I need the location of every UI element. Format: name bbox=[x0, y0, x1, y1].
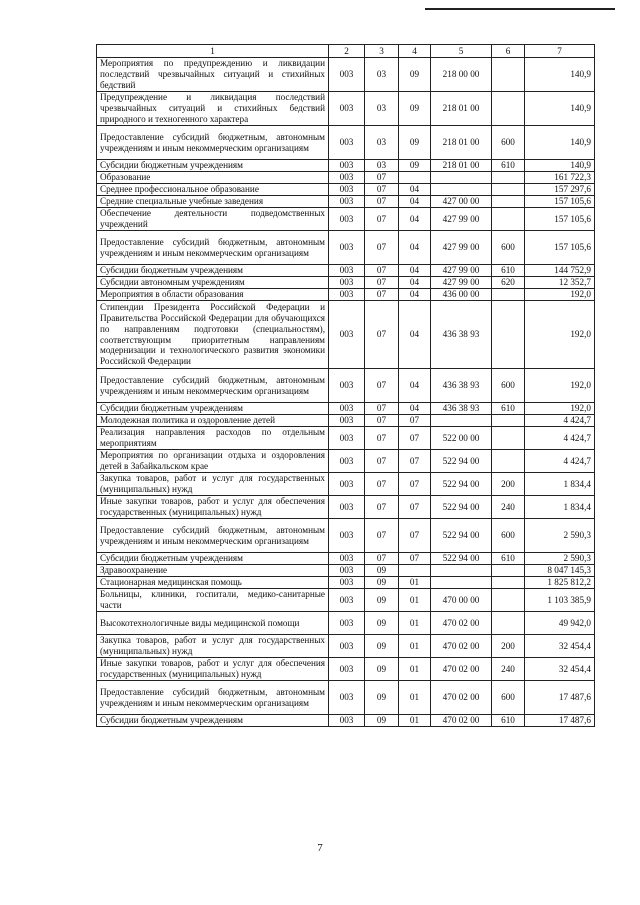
row-name-cell: Субсидии бюджетным учреждениям bbox=[97, 160, 329, 172]
row-target-article-cell: 522 94 00 bbox=[431, 553, 492, 565]
row-target-article-cell: 427 00 00 bbox=[431, 196, 492, 208]
row-subsection-cell: 07 bbox=[399, 415, 431, 427]
header-col-3: 3 bbox=[365, 45, 399, 58]
row-target-article-cell: 218 00 00 bbox=[431, 58, 492, 92]
row-admin-code-cell: 003 bbox=[329, 577, 365, 589]
row-name-cell: Иные закупки товаров, работ и услуг для обеспечения государственных (муниципальных) нужд bbox=[97, 658, 329, 681]
row-section-cell: 07 bbox=[365, 403, 399, 415]
table-row bbox=[97, 172, 595, 184]
row-target-article-cell bbox=[431, 172, 492, 184]
row-subsection-cell bbox=[399, 565, 431, 577]
table-row bbox=[97, 301, 595, 369]
table-row bbox=[97, 589, 595, 612]
row-expense-type-cell bbox=[492, 92, 525, 126]
row-subsection-cell: 01 bbox=[399, 681, 431, 715]
row-amount-cell: 4 424,7 bbox=[525, 427, 595, 450]
table-row bbox=[97, 265, 595, 277]
row-amount-cell: 157 297,6 bbox=[525, 184, 595, 196]
row-target-article-cell: 470 02 00 bbox=[431, 635, 492, 658]
table-row bbox=[97, 565, 595, 577]
table-row bbox=[97, 160, 595, 172]
table-row bbox=[97, 658, 595, 681]
row-amount-cell: 2 590,3 bbox=[525, 553, 595, 565]
top-rule bbox=[425, 8, 615, 10]
row-section-cell: 07 bbox=[365, 184, 399, 196]
row-section-cell: 03 bbox=[365, 160, 399, 172]
row-section-cell: 03 bbox=[365, 126, 399, 160]
table-row bbox=[97, 496, 595, 519]
row-section-cell: 03 bbox=[365, 58, 399, 92]
row-target-article-cell: 218 01 00 bbox=[431, 126, 492, 160]
row-name-cell: Среднее профессиональное образование bbox=[97, 184, 329, 196]
row-admin-code-cell: 003 bbox=[329, 415, 365, 427]
table-row bbox=[97, 277, 595, 289]
row-name-cell: Предоставление субсидий бюджетным, автономным учреждениям и иным некоммерческим организациям bbox=[97, 126, 329, 160]
row-section-cell: 07 bbox=[365, 265, 399, 277]
row-expense-type-cell bbox=[492, 427, 525, 450]
table-row bbox=[97, 450, 595, 473]
table-row bbox=[97, 58, 595, 92]
row-section-cell: 07 bbox=[365, 172, 399, 184]
row-subsection-cell: 07 bbox=[399, 473, 431, 496]
row-target-article-cell: 470 02 00 bbox=[431, 715, 492, 727]
row-expense-type-cell bbox=[492, 450, 525, 473]
row-admin-code-cell: 003 bbox=[329, 126, 365, 160]
header-col-5: 5 bbox=[431, 45, 492, 58]
row-admin-code-cell: 003 bbox=[329, 265, 365, 277]
row-subsection-cell: 04 bbox=[399, 231, 431, 265]
row-target-article-cell: 470 02 00 bbox=[431, 658, 492, 681]
header-col-4: 4 bbox=[399, 45, 431, 58]
table-row bbox=[97, 126, 595, 160]
row-amount-cell: 32 454,4 bbox=[525, 635, 595, 658]
row-name-cell: Закупка товаров, работ и услуг для государственных (муниципальных) нужд bbox=[97, 635, 329, 658]
row-subsection-cell: 04 bbox=[399, 277, 431, 289]
table-row bbox=[97, 473, 595, 496]
row-subsection-cell: 04 bbox=[399, 403, 431, 415]
row-expense-type-cell bbox=[492, 208, 525, 231]
row-admin-code-cell: 003 bbox=[329, 681, 365, 715]
table-row bbox=[97, 184, 595, 196]
row-amount-cell: 140,9 bbox=[525, 160, 595, 172]
table-row bbox=[97, 415, 595, 427]
header-col-6: 6 bbox=[492, 45, 525, 58]
row-subsection-cell: 04 bbox=[399, 301, 431, 369]
row-amount-cell: 192,0 bbox=[525, 369, 595, 403]
row-amount-cell: 144 752,9 bbox=[525, 265, 595, 277]
row-target-article-cell: 522 94 00 bbox=[431, 473, 492, 496]
row-target-article-cell bbox=[431, 577, 492, 589]
table-row bbox=[97, 553, 595, 565]
row-name-cell: Реализация направления расходов по отдельным мероприятиям bbox=[97, 427, 329, 450]
row-section-cell: 07 bbox=[365, 196, 399, 208]
row-section-cell: 07 bbox=[365, 473, 399, 496]
row-expense-type-cell bbox=[492, 196, 525, 208]
row-admin-code-cell: 003 bbox=[329, 289, 365, 301]
row-subsection-cell: 09 bbox=[399, 58, 431, 92]
row-name-cell: Стационарная медицинская помощь bbox=[97, 577, 329, 589]
row-expense-type-cell: 240 bbox=[492, 658, 525, 681]
row-section-cell: 07 bbox=[365, 277, 399, 289]
row-subsection-cell: 07 bbox=[399, 496, 431, 519]
row-name-cell: Предоставление субсидий бюджетным, автономным учреждениям и иным некоммерческим организациям bbox=[97, 681, 329, 715]
row-name-cell: Субсидии бюджетным учреждениям bbox=[97, 715, 329, 727]
table-row bbox=[97, 369, 595, 403]
row-admin-code-cell: 003 bbox=[329, 553, 365, 565]
row-name-cell: Высокотехнологичные виды медицинской помощи bbox=[97, 612, 329, 635]
row-expense-type-cell: 610 bbox=[492, 160, 525, 172]
table-row bbox=[97, 289, 595, 301]
row-subsection-cell: 09 bbox=[399, 92, 431, 126]
row-amount-cell: 192,0 bbox=[525, 289, 595, 301]
row-expense-type-cell: 240 bbox=[492, 496, 525, 519]
row-amount-cell: 1 834,4 bbox=[525, 496, 595, 519]
row-amount-cell: 157 105,6 bbox=[525, 208, 595, 231]
row-section-cell: 07 bbox=[365, 231, 399, 265]
row-name-cell: Мероприятия по организации отдыха и оздоровления детей в Забайкальском крае bbox=[97, 450, 329, 473]
row-expense-type-cell: 620 bbox=[492, 277, 525, 289]
row-section-cell: 09 bbox=[365, 589, 399, 612]
row-name-cell: Предоставление субсидий бюджетным, автономным учреждениям и иным некоммерческим организациям bbox=[97, 231, 329, 265]
row-subsection-cell: 04 bbox=[399, 208, 431, 231]
row-admin-code-cell: 003 bbox=[329, 427, 365, 450]
table-row bbox=[97, 715, 595, 727]
row-admin-code-cell: 003 bbox=[329, 589, 365, 612]
row-admin-code-cell: 003 bbox=[329, 715, 365, 727]
page-number: 7 bbox=[317, 842, 323, 854]
row-target-article-cell: 470 02 00 bbox=[431, 612, 492, 635]
row-amount-cell: 1 825 812,2 bbox=[525, 577, 595, 589]
row-admin-code-cell: 003 bbox=[329, 496, 365, 519]
row-name-cell: Средние специальные учебные заведения bbox=[97, 196, 329, 208]
row-target-article-cell: 436 38 93 bbox=[431, 403, 492, 415]
row-section-cell: 09 bbox=[365, 635, 399, 658]
row-name-cell: Обеспечение деятельности подведомственных учреждений bbox=[97, 208, 329, 231]
row-target-article-cell: 436 00 00 bbox=[431, 289, 492, 301]
row-admin-code-cell: 003 bbox=[329, 184, 365, 196]
row-amount-cell: 1 834,4 bbox=[525, 473, 595, 496]
row-expense-type-cell: 600 bbox=[492, 681, 525, 715]
row-section-cell: 07 bbox=[365, 519, 399, 553]
row-expense-type-cell bbox=[492, 589, 525, 612]
row-admin-code-cell: 003 bbox=[329, 473, 365, 496]
row-target-article-cell bbox=[431, 184, 492, 196]
row-subsection-cell: 04 bbox=[399, 196, 431, 208]
row-target-article-cell: 427 99 00 bbox=[431, 208, 492, 231]
row-amount-cell: 4 424,7 bbox=[525, 450, 595, 473]
row-amount-cell: 2 590,3 bbox=[525, 519, 595, 553]
row-target-article-cell: 470 02 00 bbox=[431, 681, 492, 715]
table-row bbox=[97, 403, 595, 415]
row-target-article-cell: 522 94 00 bbox=[431, 496, 492, 519]
row-target-article-cell: 522 00 00 bbox=[431, 427, 492, 450]
table-row bbox=[97, 196, 595, 208]
row-name-cell: Предоставление субсидий бюджетным, автономным учреждениям и иным некоммерческим организациям bbox=[97, 369, 329, 403]
row-subsection-cell: 01 bbox=[399, 635, 431, 658]
row-section-cell: 07 bbox=[365, 289, 399, 301]
row-admin-code-cell: 003 bbox=[329, 231, 365, 265]
row-admin-code-cell: 003 bbox=[329, 160, 365, 172]
row-expense-type-cell: 200 bbox=[492, 473, 525, 496]
row-subsection-cell: 01 bbox=[399, 715, 431, 727]
table-header-row bbox=[97, 45, 595, 58]
row-subsection-cell: 04 bbox=[399, 289, 431, 301]
row-expense-type-cell bbox=[492, 58, 525, 92]
row-name-cell: Мероприятия в области образования bbox=[97, 289, 329, 301]
row-admin-code-cell: 003 bbox=[329, 612, 365, 635]
row-admin-code-cell: 003 bbox=[329, 369, 365, 403]
row-subsection-cell: 01 bbox=[399, 612, 431, 635]
row-subsection-cell: 04 bbox=[399, 265, 431, 277]
row-expense-type-cell: 610 bbox=[492, 715, 525, 727]
row-name-cell: Стипендии Президента Российской Федерации и Правительства Российской Федерации для обучающихся по направлениям подготовки (специальностям), соответствующим приоритетным направлениям модернизации и технологического развития экономики Российской Федерации bbox=[97, 301, 329, 369]
row-section-cell: 09 bbox=[365, 565, 399, 577]
row-target-article-cell: 436 38 93 bbox=[431, 369, 492, 403]
row-target-article-cell: 427 99 00 bbox=[431, 277, 492, 289]
table-row bbox=[97, 635, 595, 658]
row-amount-cell: 49 942,0 bbox=[525, 612, 595, 635]
row-admin-code-cell: 003 bbox=[329, 658, 365, 681]
row-name-cell: Закупка товаров, работ и услуг для государственных (муниципальных) нужд bbox=[97, 473, 329, 496]
row-admin-code-cell: 003 bbox=[329, 301, 365, 369]
header-col-2: 2 bbox=[329, 45, 365, 58]
row-amount-cell: 140,9 bbox=[525, 58, 595, 92]
row-section-cell: 09 bbox=[365, 658, 399, 681]
row-section-cell: 07 bbox=[365, 208, 399, 231]
row-section-cell: 09 bbox=[365, 577, 399, 589]
row-name-cell: Молодежная политика и оздоровление детей bbox=[97, 415, 329, 427]
row-section-cell: 07 bbox=[365, 496, 399, 519]
row-expense-type-cell bbox=[492, 301, 525, 369]
row-admin-code-cell: 003 bbox=[329, 172, 365, 184]
row-section-cell: 07 bbox=[365, 301, 399, 369]
table-row bbox=[97, 231, 595, 265]
row-amount-cell: 157 105,6 bbox=[525, 231, 595, 265]
row-expense-type-cell bbox=[492, 612, 525, 635]
row-admin-code-cell: 003 bbox=[329, 403, 365, 415]
table-row bbox=[97, 92, 595, 126]
row-expense-type-cell bbox=[492, 289, 525, 301]
header-col-7: 7 bbox=[525, 45, 595, 58]
row-admin-code-cell: 003 bbox=[329, 208, 365, 231]
row-admin-code-cell: 003 bbox=[329, 565, 365, 577]
row-subsection-cell: 04 bbox=[399, 184, 431, 196]
row-section-cell: 09 bbox=[365, 715, 399, 727]
row-target-article-cell: 427 99 00 bbox=[431, 231, 492, 265]
row-name-cell: Предупреждение и ликвидация последствий чрезвычайных ситуаций и стихийных бедствий природного и техногенного характера bbox=[97, 92, 329, 126]
row-target-article-cell: 427 99 00 bbox=[431, 265, 492, 277]
row-amount-cell: 140,9 bbox=[525, 126, 595, 160]
row-amount-cell: 192,0 bbox=[525, 301, 595, 369]
row-section-cell: 09 bbox=[365, 681, 399, 715]
row-subsection-cell: 07 bbox=[399, 519, 431, 553]
row-amount-cell: 4 424,7 bbox=[525, 415, 595, 427]
row-expense-type-cell bbox=[492, 415, 525, 427]
row-subsection-cell: 09 bbox=[399, 126, 431, 160]
row-subsection-cell: 04 bbox=[399, 369, 431, 403]
row-target-article-cell: 218 01 00 bbox=[431, 92, 492, 126]
row-section-cell: 07 bbox=[365, 415, 399, 427]
row-name-cell: Субсидии автономным учреждениям bbox=[97, 277, 329, 289]
row-amount-cell: 1 103 385,9 bbox=[525, 589, 595, 612]
row-target-article-cell: 522 94 00 bbox=[431, 450, 492, 473]
row-target-article-cell: 470 00 00 bbox=[431, 589, 492, 612]
row-section-cell: 07 bbox=[365, 553, 399, 565]
row-expense-type-cell: 600 bbox=[492, 519, 525, 553]
row-name-cell: Предоставление субсидий бюджетным, автономным учреждениям и иным некоммерческим организациям bbox=[97, 519, 329, 553]
row-amount-cell: 8 047 145,3 bbox=[525, 565, 595, 577]
row-target-article-cell bbox=[431, 565, 492, 577]
row-subsection-cell: 07 bbox=[399, 553, 431, 565]
row-admin-code-cell: 003 bbox=[329, 450, 365, 473]
row-admin-code-cell: 003 bbox=[329, 58, 365, 92]
row-expense-type-cell: 600 bbox=[492, 231, 525, 265]
row-target-article-cell: 436 38 93 bbox=[431, 301, 492, 369]
row-admin-code-cell: 003 bbox=[329, 196, 365, 208]
row-subsection-cell: 07 bbox=[399, 427, 431, 450]
row-amount-cell: 12 352,7 bbox=[525, 277, 595, 289]
row-section-cell: 07 bbox=[365, 427, 399, 450]
table-row bbox=[97, 208, 595, 231]
row-name-cell: Иные закупки товаров, работ и услуг для обеспечения государственных (муниципальных) нужд bbox=[97, 496, 329, 519]
table-row bbox=[97, 519, 595, 553]
row-target-article-cell bbox=[431, 415, 492, 427]
row-subsection-cell: 07 bbox=[399, 450, 431, 473]
row-admin-code-cell: 003 bbox=[329, 92, 365, 126]
row-subsection-cell: 09 bbox=[399, 160, 431, 172]
row-amount-cell: 32 454,4 bbox=[525, 658, 595, 681]
row-expense-type-cell: 600 bbox=[492, 126, 525, 160]
row-expense-type-cell: 200 bbox=[492, 635, 525, 658]
row-amount-cell: 140,9 bbox=[525, 92, 595, 126]
row-section-cell: 09 bbox=[365, 612, 399, 635]
row-subsection-cell: 01 bbox=[399, 658, 431, 681]
row-section-cell: 07 bbox=[365, 450, 399, 473]
row-expense-type-cell bbox=[492, 184, 525, 196]
row-expense-type-cell: 610 bbox=[492, 403, 525, 415]
row-subsection-cell bbox=[399, 172, 431, 184]
row-subsection-cell: 01 bbox=[399, 589, 431, 612]
row-name-cell: Больницы, клиники, госпитали, медико-санитарные части bbox=[97, 589, 329, 612]
row-expense-type-cell bbox=[492, 172, 525, 184]
table-row bbox=[97, 577, 595, 589]
row-expense-type-cell: 610 bbox=[492, 265, 525, 277]
row-section-cell: 03 bbox=[365, 92, 399, 126]
row-expense-type-cell bbox=[492, 577, 525, 589]
row-expense-type-cell bbox=[492, 565, 525, 577]
row-expense-type-cell: 610 bbox=[492, 553, 525, 565]
row-section-cell: 07 bbox=[365, 369, 399, 403]
row-target-article-cell: 522 94 00 bbox=[431, 519, 492, 553]
row-amount-cell: 161 722,3 bbox=[525, 172, 595, 184]
table-row bbox=[97, 427, 595, 450]
row-amount-cell: 192,0 bbox=[525, 403, 595, 415]
row-amount-cell: 17 487,6 bbox=[525, 681, 595, 715]
row-admin-code-cell: 003 bbox=[329, 519, 365, 553]
row-name-cell: Субсидии бюджетным учреждениям bbox=[97, 403, 329, 415]
budget-table bbox=[96, 44, 595, 727]
row-name-cell: Субсидии бюджетным учреждениям bbox=[97, 553, 329, 565]
row-name-cell: Мероприятия по предупреждению и ликвидации последствий чрезвычайных ситуаций и стихийных бедствий bbox=[97, 58, 329, 92]
row-admin-code-cell: 003 bbox=[329, 635, 365, 658]
header-col-1: 1 bbox=[97, 45, 329, 58]
row-amount-cell: 17 487,6 bbox=[525, 715, 595, 727]
table-row bbox=[97, 612, 595, 635]
row-admin-code-cell: 003 bbox=[329, 277, 365, 289]
row-name-cell: Образование bbox=[97, 172, 329, 184]
row-name-cell: Здравоохранение bbox=[97, 565, 329, 577]
row-amount-cell: 157 105,6 bbox=[525, 196, 595, 208]
row-expense-type-cell: 600 bbox=[492, 369, 525, 403]
row-name-cell: Субсидии бюджетным учреждениям bbox=[97, 265, 329, 277]
row-subsection-cell: 01 bbox=[399, 577, 431, 589]
table-row bbox=[97, 681, 595, 715]
row-target-article-cell: 218 01 00 bbox=[431, 160, 492, 172]
